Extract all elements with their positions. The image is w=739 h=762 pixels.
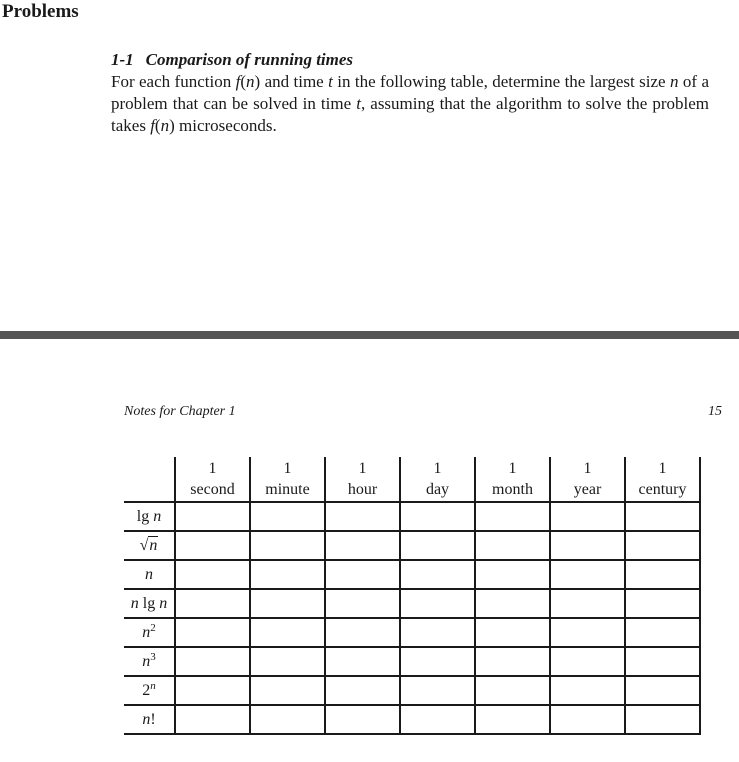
table-row [124,502,700,531]
answer-cell[interactable] [625,647,700,676]
answer-cell[interactable] [325,705,400,734]
answer-cell[interactable] [400,705,475,734]
text-run: in the following table, determine the largest size [332,72,670,91]
answer-cell[interactable] [325,531,400,560]
answer-cell[interactable] [550,589,625,618]
text-run: , assuming that the algorithm to solve the problem takes [111,94,709,135]
table-row [124,618,700,647]
column-qty: 1 [283,460,292,477]
answer-cell[interactable] [325,589,400,618]
table-row [124,676,700,705]
answer-cell[interactable] [475,531,550,560]
math-exponent: 2 [150,621,156,634]
column-unit: year [573,481,602,498]
column-qty: 1 [208,460,217,477]
column-header [625,457,700,502]
running-times-table [124,457,701,735]
answer-cell[interactable] [325,502,400,531]
text-run: of a problem that can be solved in time [111,72,709,113]
answer-cell[interactable] [400,618,475,647]
math-n: n [153,507,162,525]
answer-cell[interactable] [175,502,250,531]
math-paren: ) [169,116,175,135]
answer-cell[interactable] [400,502,475,531]
problem-number: 1-1 [111,50,134,69]
column-unit: second [190,481,235,498]
math-n: n [149,536,158,554]
answer-cell[interactable] [550,531,625,560]
math-factorial: ! [150,710,156,728]
column-unit: hour [347,481,378,498]
column-qty: 1 [433,460,442,477]
answer-cell[interactable] [175,705,250,734]
answer-cell[interactable] [325,676,400,705]
math-n: n [160,116,170,135]
math-lg: lg [136,507,150,525]
math-f: f [150,116,155,135]
row-label-lg-n [124,502,175,531]
text-run: and time [260,72,329,91]
answer-cell[interactable] [250,705,325,734]
math-n: n [669,72,679,91]
answer-cell[interactable] [550,618,625,647]
row-label-n-squared [124,618,175,647]
answer-cell[interactable] [625,560,700,589]
table-row [124,705,700,734]
problem-title: Comparison of running times [145,50,354,69]
answer-cell[interactable] [325,618,400,647]
column-header [325,457,400,502]
answer-cell[interactable] [400,676,475,705]
column-header [175,457,250,502]
answer-cell[interactable] [250,560,325,589]
answer-cell[interactable] [175,589,250,618]
math-paren: ( [154,116,161,135]
text-run: microseconds. [174,116,277,135]
row-label-sqrt-n [124,531,175,560]
answer-cell[interactable] [400,589,475,618]
answer-cell[interactable] [550,647,625,676]
table-row [124,560,700,589]
math-t: t [328,72,333,91]
answer-cell[interactable] [250,531,325,560]
math-t: t [356,94,361,113]
table-row [124,589,700,618]
answer-cell[interactable] [625,705,700,734]
math-f: f [235,72,241,91]
column-header [550,457,625,502]
answer-cell[interactable] [550,705,625,734]
page-separator [0,331,739,339]
answer-cell[interactable] [400,560,475,589]
answer-cell[interactable] [625,502,700,531]
row-label-n [124,560,175,589]
math-n: n [142,623,151,641]
answer-cell[interactable] [175,647,250,676]
math-paren: ) [254,72,261,91]
column-header [475,457,550,502]
answer-cell[interactable] [175,676,250,705]
answer-cell[interactable] [550,560,625,589]
answer-cell[interactable] [625,531,700,560]
answer-cell[interactable] [325,560,400,589]
answer-cell[interactable] [550,676,625,705]
answer-cell[interactable] [400,647,475,676]
math-n: n [145,565,153,583]
row-label-2-to-n [124,676,175,705]
row-label-n-cubed [124,647,175,676]
math-n: n [142,710,151,728]
answer-cell[interactable] [400,531,475,560]
column-unit: century [638,481,687,498]
table-row [124,531,700,560]
table-corner [124,457,175,502]
answer-cell[interactable] [625,618,700,647]
answer-cell[interactable] [175,618,250,647]
column-qty: 1 [583,460,592,477]
answer-cell[interactable] [625,589,700,618]
math-n: n [159,594,168,612]
answer-cell[interactable] [475,618,550,647]
problem-statement [111,71,709,137]
problem-1-1 [111,49,709,137]
column-qty: 1 [358,460,367,477]
answer-cell[interactable] [475,705,550,734]
column-qty: 1 [658,460,667,477]
column-unit: month [492,481,533,498]
answer-cell[interactable] [550,502,625,531]
answer-cell[interactable] [475,647,550,676]
answer-cell[interactable] [475,676,550,705]
row-label-n-factorial [124,705,175,734]
sqrt-sign: √ [139,536,149,554]
answer-cell[interactable] [325,647,400,676]
answer-cell[interactable] [625,676,700,705]
running-head: Notes for Chapter 1 [124,404,236,419]
math-n: n [246,72,255,91]
page-number: 15 [708,404,722,419]
column-unit: day [425,481,450,498]
math-exponent: n [150,679,156,692]
row-label-n-lg-n [124,589,175,618]
answer-cell[interactable] [175,560,250,589]
answer-cell[interactable] [475,589,550,618]
math-paren: ( [240,72,246,91]
problem-heading [111,49,709,71]
math-n: n [130,594,139,612]
answer-cell[interactable] [250,618,325,647]
column-header [400,457,475,502]
math-two: 2 [142,681,151,699]
column-header [250,457,325,502]
math-lg: lg [142,594,156,612]
answer-cell[interactable] [250,589,325,618]
answer-cell[interactable] [475,560,550,589]
text-run: For each function [111,72,236,91]
column-unit: minute [265,481,310,498]
math-n: n [142,652,151,670]
answer-cell[interactable] [250,647,325,676]
column-qty: 1 [508,460,517,477]
table-header-row [124,457,700,502]
answer-cell[interactable] [175,531,250,560]
answer-cell[interactable] [250,502,325,531]
math-exponent: 3 [150,650,156,663]
answer-cell[interactable] [250,676,325,705]
table-row [124,647,700,676]
section-title: Problems [2,1,79,22]
answer-cell[interactable] [475,502,550,531]
